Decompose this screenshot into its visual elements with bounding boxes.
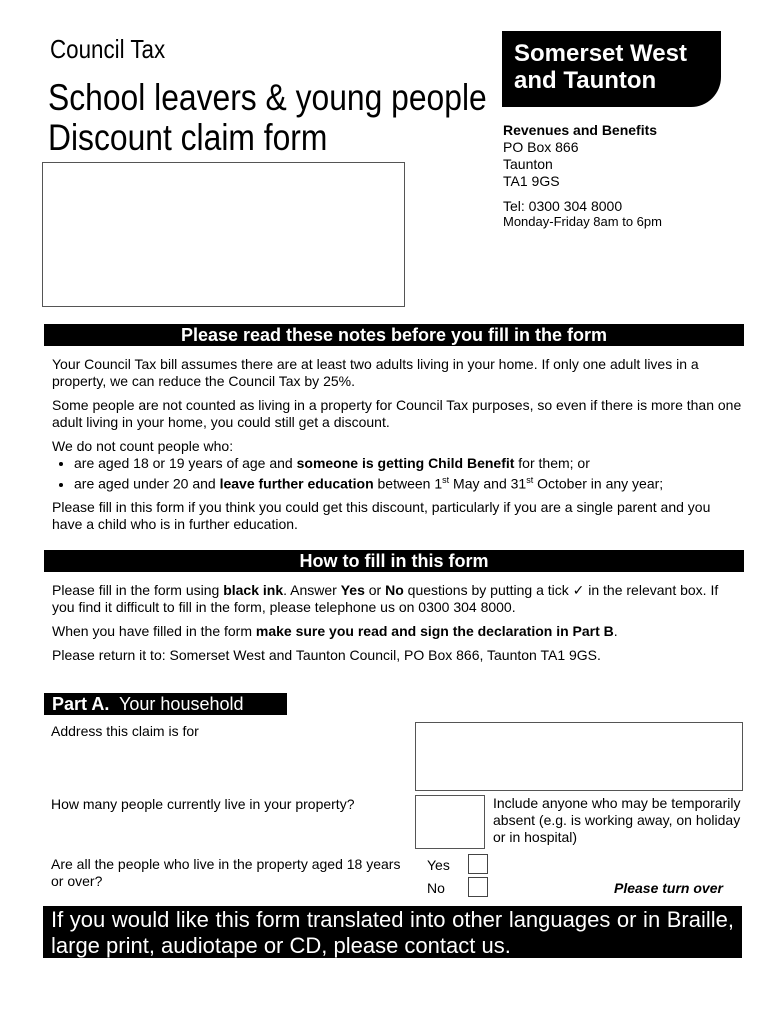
notes-para1: Your Council Tax bill assumes there are at least two adults living in your home. If only one adult lives in a property, we can reduce the Council Tax by 25%. <box>52 356 699 389</box>
yes-label: Yes <box>427 857 450 873</box>
telephone: Tel: 0300 304 8000 <box>503 198 623 214</box>
no-label: No <box>427 880 445 896</box>
form-title-line1: School leavers & young people <box>48 77 487 118</box>
accessibility-notice: If you would like this form translated into other languages or in Braille, large print, audiotape or CD, please contact us. <box>43 906 742 958</box>
form-title <box>48 78 487 158</box>
notes-para3: We do not count people who: <box>52 438 234 454</box>
list-item: • are aged under 20 and leave further education between 1st May and 31st October in any year; <box>74 472 742 493</box>
opening-hours: Monday-Friday 8am to 6pm <box>503 214 662 229</box>
people-count-input[interactable] <box>415 795 485 849</box>
address-label: Address this claim is for <box>51 723 199 739</box>
exclusion-list <box>52 455 742 493</box>
claim-address-input[interactable] <box>415 722 743 791</box>
council-logo <box>502 31 721 107</box>
department-name: Revenues and Benefits <box>503 122 658 138</box>
town: Taunton <box>503 156 553 172</box>
howto-para1: Please fill in the form using black ink. Answer Yes or No questions by putting a tick ✓ in the relevant box. If you find it difficult to fill in the form, please telephone us on 0300 304 8000. <box>52 582 719 615</box>
turn-over-note: Please turn over <box>614 880 723 896</box>
howto-para3: Please return it to: Somerset West and Taunton Council, PO Box 866, Taunton TA1 9GS. <box>52 647 601 663</box>
form-category: Council Tax <box>50 34 166 64</box>
part-a-title: Your household <box>119 694 244 714</box>
part-a-label: Part A. <box>52 694 110 714</box>
contact-phone <box>503 198 662 230</box>
postcode: TA1 9GS <box>503 173 560 189</box>
notes-body <box>52 356 742 540</box>
logo-line1: Somerset West <box>514 40 687 67</box>
contact-address <box>503 122 657 190</box>
howto-body <box>52 582 742 671</box>
age-question: Are all the people who live in the property aged 18 years or over? <box>51 856 401 889</box>
notes-heading: Please read these notes before you fill in the form <box>44 324 744 346</box>
part-a-heading <box>44 693 287 715</box>
people-count-note: Include anyone who may be temporarily absent (e.g. is working away, on holiday or in hospital) <box>493 795 741 845</box>
logo-line2: and Taunton <box>514 67 657 94</box>
notes-para2: Some people are not counted as living in a property for Council Tax purposes, so even if there is more than one adult living in your home, you could still get a discount. <box>52 397 742 430</box>
howto-heading: How to fill in this form <box>44 550 744 572</box>
notes-para4: Please fill in this form if you think you could get this discount, particularly if you are a single parent and you have a child who is in further education. <box>52 498 711 532</box>
form-title-line2: Discount claim form <box>48 117 328 158</box>
po-box: PO Box 866 <box>503 139 579 155</box>
howto-para2: When you have filled in the form make sure you read and sign the declaration in Part B. <box>52 623 618 639</box>
list-item: • are aged 18 or 19 years of age and someone is getting Child Benefit for them; or <box>74 455 742 472</box>
people-count-question: How many people currently live in your property? <box>51 796 355 812</box>
yes-checkbox[interactable] <box>468 854 488 874</box>
name-address-box[interactable] <box>42 162 405 307</box>
no-checkbox[interactable] <box>468 877 488 897</box>
